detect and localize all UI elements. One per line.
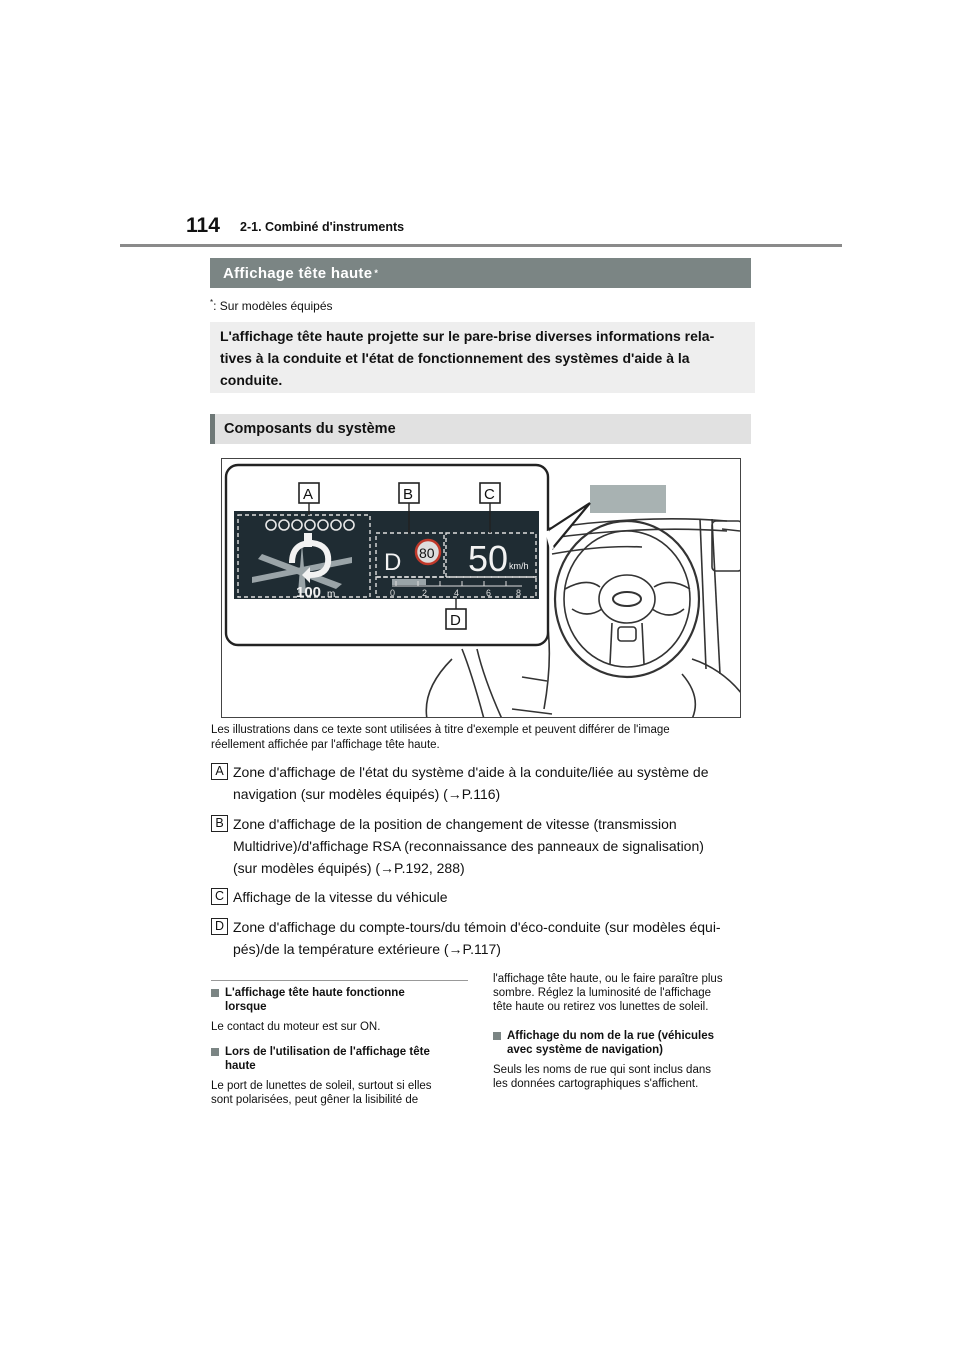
tach-tick: 8: [516, 588, 522, 598]
intro-line: conduite.: [220, 372, 283, 388]
vehicle-speed: 50: [468, 538, 509, 579]
callout-label-b: [399, 483, 419, 503]
item-marker: D: [211, 918, 228, 935]
item-line: Zone d'affichage du compte-tours/du témoin d'éco-conduite (sur modèles équi-: [233, 919, 721, 935]
footnote-mark: *: [210, 298, 214, 307]
svg-text:D: D: [450, 612, 461, 629]
item-marker: C: [211, 888, 228, 905]
figure-caption: [211, 723, 751, 753]
callout-label-a: [299, 483, 319, 503]
note-text: Seuls les noms de rue qui sont inclus dans les données cartographiques s'affichent.: [493, 1064, 711, 1090]
tach-tick: 0: [390, 588, 396, 598]
components-title: Composants du système: [224, 421, 396, 437]
gear-position: D: [384, 549, 402, 576]
square-bullet-icon: [493, 1032, 501, 1040]
footnote: [210, 298, 333, 313]
section-title-bar: [210, 258, 751, 288]
item-line: Affichage de la vitesse du véhicule: [233, 889, 448, 905]
note-heading: L'affichage tête haute fonctionne lorsque: [211, 986, 485, 1014]
item-line: Zone d'affichage de la position de changement de vitesse (transmission: [233, 816, 677, 832]
callout-pointer: [547, 503, 590, 549]
svg-text:A: A: [303, 486, 314, 503]
speed-limit-value: 80: [419, 545, 435, 561]
notes-rule: [211, 980, 468, 981]
chapter-title: 2-1. Combiné d'instruments: [240, 220, 405, 234]
intro-box: [210, 322, 755, 393]
svg-text:C: C: [484, 486, 495, 503]
tachometer-bar: [392, 579, 426, 585]
note-heading: Lors de l'utilisation de l'affichage tête haute: [211, 1045, 485, 1073]
speed-unit: km/h: [509, 561, 529, 571]
footnote-text: : Sur modèles équipés: [213, 299, 333, 313]
intro-line: tives à la conduite et l'état de fonctionnement des systèmes d'aide à la: [220, 350, 690, 366]
caption-line: Les illustrations dans ce texte sont utilisées à titre d'exemple et peuvent différer de l'image: [211, 724, 670, 736]
callout-label-d: [446, 609, 466, 629]
section-title: Affichage tête haute: [223, 264, 373, 282]
item-line: Multidrive)/d'affichage RSA (reconnaissance des panneaux de signalisation): [233, 838, 704, 854]
svg-text:B: B: [403, 486, 414, 503]
item-line: Zone d'affichage de l'état du système d'aide à la conduite/liée au système de: [233, 764, 709, 780]
hud-projection-area: [590, 485, 666, 513]
item-line: navigation (sur modèles équipés) (→P.116): [233, 786, 501, 802]
note-continuation: l'affichage tête haute, ou le faire paraître plus sombre. Réglez la luminosité de l'affichage tête haute ou retirez vos lunettes de soleil.: [493, 973, 723, 1013]
components-title-bar: [210, 414, 751, 444]
distance-value: 100: [296, 584, 322, 601]
page-number: 114: [186, 214, 220, 237]
item-marker: A: [211, 763, 228, 780]
note-text: Le port de lunettes de soleil, surtout si elles sont polarisées, peut gêner la lisibilité de: [211, 1080, 432, 1106]
callout-label-c: [480, 483, 500, 503]
item-line: pés)/de la température extérieure (→P.117): [233, 941, 501, 957]
section-title-mark: *: [374, 268, 379, 278]
distance-unit: m: [327, 589, 336, 600]
header-rule: [120, 244, 842, 247]
square-bullet-icon: [211, 1048, 219, 1056]
note-heading: Affichage du nom de la rue (véhicules avec système de navigation): [493, 1029, 769, 1057]
hud-illustration: [221, 458, 741, 718]
square-bullet-icon: [211, 989, 219, 997]
item-marker: B: [211, 815, 228, 832]
intro-line: L'affichage tête haute projette sur le pare-brise diverses informations rela-: [220, 328, 715, 344]
hud-illustration-svg: [222, 459, 741, 718]
caption-line: réellement affichée par l'affichage tête haute.: [211, 739, 440, 751]
note-text: Le contact du moteur est sur ON.: [211, 1021, 381, 1033]
tach-tick: 4: [454, 588, 460, 598]
item-line: (sur modèles équipés) (→P.192, 288): [233, 860, 465, 876]
tach-tick: 6: [486, 588, 492, 598]
tach-tick: 2: [422, 588, 428, 598]
